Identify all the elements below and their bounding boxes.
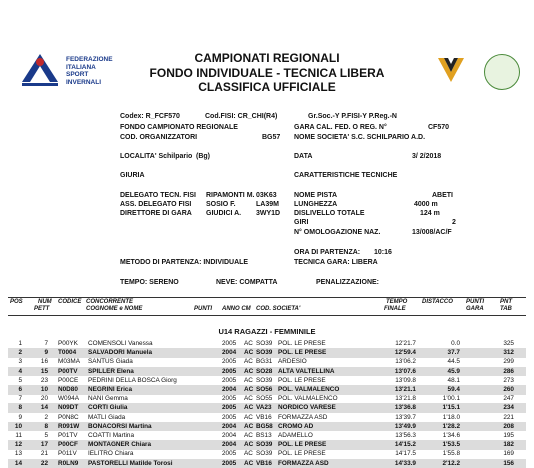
cell-pos: 6 [18, 386, 22, 393]
cell-num: 22 [40, 459, 48, 467]
cell-name: PEDRINI DELLA BOSCA Giorg [88, 376, 177, 384]
table-row [8, 385, 526, 395]
col-codice: CODICE [58, 299, 82, 305]
table-row [8, 376, 526, 386]
table-row [8, 394, 526, 404]
cell-pts: 299 [503, 358, 514, 366]
cell-anno: 2004 [222, 422, 237, 430]
cell-anno: 2005 [222, 450, 237, 458]
cell-cm: AC [244, 367, 254, 375]
cell-num: 10 [40, 386, 48, 393]
cell-pos: 2 [18, 349, 22, 357]
cell-name: NANI Gemma [88, 395, 128, 403]
cell-cm: AC [244, 441, 254, 449]
cell-time: 14'17.5 [395, 450, 416, 458]
cell-time: 13'39.7 [395, 413, 416, 421]
cell-pts: 260 [503, 386, 514, 393]
cell-gap: 1'00.1 [442, 395, 460, 403]
cell-soc: SO39 [256, 376, 273, 384]
data-label: DATA [294, 153, 313, 160]
cell-gap: 1'28.2 [442, 422, 460, 430]
assistente-delegato: ASS. DELEGATO FISI [120, 201, 192, 208]
cell-num: 5 [44, 432, 48, 439]
cell-club: FORMAZZA ASD [278, 459, 329, 467]
table-row [8, 367, 526, 377]
cell-num: 7 [44, 340, 48, 347]
cell-time: 13'36.8 [394, 404, 416, 412]
cell-pts: 169 [503, 450, 514, 458]
lunghezza-value: 4000 m [414, 201, 438, 208]
cell-name: BONACORSI Martina [88, 422, 152, 430]
col-pos: POS [10, 299, 23, 305]
cell-club: POL. LE PRESE [278, 340, 326, 347]
cell-soc: SO56 [256, 386, 273, 393]
cell-club: POL. VALMALENCO [278, 395, 338, 403]
cell-code: N0D80 [58, 386, 78, 393]
cell-name: CORTI Giulia [88, 404, 128, 412]
codex: Codex: R_FCF570 [120, 113, 180, 120]
cell-soc: SO39 [256, 340, 273, 347]
col-gara: GARA [466, 306, 484, 312]
cell-code: N09DT [58, 404, 79, 412]
cell-num: 14 [40, 404, 48, 412]
title-race: FONDO INDIVIDUALE - TECNICA LIBERA [149, 66, 385, 80]
cell-pts: 247 [503, 395, 514, 403]
cell-soc: BS13 [256, 432, 272, 439]
cell-anno: 2004 [222, 432, 237, 439]
col-tab: TAB [500, 306, 512, 312]
omologazione-value: 13/008/AC/F [412, 229, 452, 236]
giri-value: 2 [452, 219, 456, 226]
col-concorrente: CONCORRENTE [86, 299, 134, 305]
cell-pts: 221 [503, 413, 514, 421]
sponsor-circle-logo-icon [484, 54, 520, 90]
cell-cm: AC [244, 413, 253, 421]
cell-soc: SO55 [256, 395, 273, 403]
cell-pts: 208 [503, 422, 514, 430]
cell-pos: 13 [14, 450, 22, 458]
cell-anno: 2005 [222, 395, 237, 403]
cell-name: SPILLER Elena [88, 367, 134, 375]
cell-gap: 48.1 [447, 376, 460, 384]
cell-name: IELITRO Chiara [88, 450, 134, 458]
cell-anno: 2005 [222, 340, 237, 347]
cell-time: 14'15.2 [394, 441, 416, 449]
cell-time: 12'59.4 [394, 349, 416, 357]
cell-club: ARDESIO [278, 358, 307, 366]
cell-cm: AC [244, 340, 253, 347]
table-row [8, 422, 526, 432]
cell-code: P01TV [58, 432, 78, 439]
table-row [8, 449, 526, 459]
cell-cm: AC [244, 395, 253, 403]
title-classification: CLASSIFICA UFFICIALE [198, 80, 336, 94]
cell-gap: 37.7 [447, 349, 460, 357]
cell-anno: 2004 [222, 386, 237, 393]
direttore-gara: DIRETTORE DI GARA [120, 210, 192, 217]
caratteristiche: CARATTERISTICHE TECNICHE [294, 172, 398, 179]
col-pett: PETT [34, 306, 50, 312]
cell-pts: 195 [503, 432, 514, 439]
cell-gap: 1'55.8 [442, 450, 460, 458]
cell-soc: BG58 [256, 422, 273, 430]
col-anno: ANNO CM [222, 306, 251, 312]
table-row [8, 431, 526, 441]
cell-soc: SO28 [256, 367, 273, 375]
cell-code: P00TV [58, 367, 78, 375]
dislivello: DISLIVELLO TOTALE [294, 210, 365, 217]
cell-anno: 2005 [222, 367, 237, 375]
giri: GIRI [294, 219, 309, 226]
col-finale: FINALE [384, 306, 406, 312]
cell-soc: SO39 [256, 441, 273, 449]
cell-num: 2 [44, 413, 48, 421]
cell-pos: 3 [18, 358, 22, 366]
sponsor-v-logo-icon [436, 54, 466, 84]
localita: LOCALITA' Schilpario [120, 153, 193, 160]
cell-pos: 7 [18, 395, 22, 403]
cell-time: 13'21.1 [394, 386, 416, 393]
cell-time: 14'33.9 [394, 459, 416, 467]
category-title: U14 RAGAZZI - FEMMINILE [218, 327, 316, 336]
cell-anno: 2005 [222, 413, 237, 421]
cell-cm: AC [244, 349, 254, 357]
cell-cm: AC [244, 450, 253, 458]
cell-code: P011V [58, 450, 77, 458]
cell-gap: 1'34.6 [442, 432, 460, 439]
title-championship: CAMPIONATI REGIONALI [194, 51, 340, 65]
cell-time: 12'21.7 [395, 340, 416, 347]
assistente-delegato-code: LA39M [256, 201, 279, 208]
cell-club: CROMO AD [278, 422, 314, 430]
gr-soc: Gr.Soc.-Y P.FISI-Y P.Reg.-N [308, 113, 397, 120]
cell-soc: SO39 [256, 349, 273, 357]
cod-fisi: Cod.FISI: CR_CHI(R4) [205, 113, 278, 120]
cell-cm: AC [244, 386, 254, 393]
cell-pos: 1 [18, 340, 22, 347]
ora-partenza-value: 10:16 [374, 249, 392, 256]
cell-code: W094A [58, 395, 79, 403]
cell-name: MATLI Giada [88, 413, 126, 421]
cell-num: 20 [40, 395, 48, 403]
cell-name: SANTUS Giada [88, 358, 133, 366]
ora-partenza: ORA DI PARTENZA: [294, 249, 361, 256]
cell-gap: 59.4 [447, 386, 460, 393]
cell-pos: 12 [14, 441, 22, 449]
cell-pts: 156 [503, 459, 514, 467]
cell-pos: 11 [15, 432, 22, 439]
cod-org-value: BG57 [262, 134, 281, 141]
gara-cal: GARA CAL. FED. O REG. N° [294, 124, 387, 131]
giuria: GIURIA [120, 172, 145, 179]
nome-pista: NOME PISTA [294, 192, 338, 199]
col-num: NUM [38, 299, 52, 305]
cell-soc: VA23 [256, 404, 272, 412]
cell-gap: 1'18.0 [442, 413, 460, 421]
neve: NEVE: COMPATTA [216, 279, 278, 286]
tempo-meteo: TEMPO: SERENO [120, 279, 179, 286]
cell-anno: 2005 [222, 459, 237, 467]
cell-pts: 312 [503, 349, 514, 357]
cell-club: POL. VALMALENCO [278, 386, 340, 393]
cell-soc: BG31 [256, 358, 273, 366]
cell-code: P00CE [58, 376, 79, 384]
col-societa: COD. SOCIETA' [256, 306, 301, 312]
cell-club: POL. LE PRESE [278, 349, 327, 357]
cell-pos: 5 [18, 376, 22, 384]
nome-societa: NOME SOCIETA' S.C. SCHILPARIO A.D. [294, 134, 426, 141]
table-row [8, 459, 526, 468]
table-top-rule [8, 297, 526, 298]
cell-club: NORDICO VARESE [278, 404, 336, 412]
tecnica-gara: TECNICA GARA: LIBERA [294, 259, 378, 266]
table-row [8, 413, 526, 423]
delegato-tecnico-code: 03K63 [256, 192, 277, 199]
cell-time: 13'49.9 [394, 422, 416, 430]
cell-num: 8 [44, 422, 48, 430]
cell-pos: 14 [14, 459, 22, 467]
cell-cm: AC [244, 459, 254, 467]
cell-code: R0LN9 [58, 459, 79, 467]
cod-org: COD. ORGANIZZATORI [120, 134, 198, 141]
cell-pts: 273 [503, 376, 514, 384]
lunghezza: LUNGHEZZA [294, 201, 338, 208]
cell-name: NEGRINI Erica [88, 386, 133, 393]
cell-num: 9 [44, 349, 48, 357]
col-tempo: TEMPO [386, 299, 408, 305]
col-punti: PUNTI [194, 306, 212, 312]
cell-time: 13'09.8 [395, 376, 416, 384]
cell-num: 15 [40, 367, 48, 375]
cell-code: P00YK [58, 340, 78, 347]
data-value: 3/ 2/2018 [412, 153, 442, 160]
cell-num: 17 [40, 441, 48, 449]
direttore-gara-name: GIUDICI A. [206, 210, 242, 217]
cell-code: M03MA [58, 358, 81, 366]
cell-name: COATTI Martina [88, 432, 135, 439]
table-header-rule [8, 315, 526, 316]
cell-name: MONTAGNER Chiara [88, 441, 152, 449]
table-row [8, 339, 526, 349]
cell-club: POL. LE PRESE [278, 441, 327, 449]
cell-anno: 2004 [222, 441, 237, 449]
cell-gap: 1'15.1 [442, 404, 460, 412]
cell-num: 23 [40, 376, 48, 384]
cell-name: SALVADORI Manuela [88, 349, 153, 357]
delegato-tecnico-name: RIPAMONTI M. [206, 192, 255, 199]
nome-pista-value: ABETI [432, 192, 453, 199]
cell-time: 13'56.3 [395, 432, 416, 439]
federation-name: FEDERAZIONE ITALIANA SPORT INVERNALI [66, 56, 113, 86]
col-cognome: COGNOME e NOME [86, 306, 143, 312]
cell-cm: AC [244, 358, 253, 366]
cell-cm: AC [244, 432, 253, 439]
table-row [8, 348, 526, 358]
cell-time: 13'21.8 [395, 395, 416, 403]
cell-gap: 1'53.5 [442, 441, 460, 449]
cell-anno: 2005 [222, 376, 237, 384]
cell-code: P00CF [58, 441, 78, 449]
dislivello-value: 124 m [420, 210, 440, 217]
cell-pos: 4 [18, 367, 22, 375]
cell-soc: VB16 [256, 459, 272, 467]
cell-club: FORMAZZA ASD [278, 413, 328, 421]
cell-name: COMENSOLI Vanessa [88, 340, 153, 347]
cell-pts: 325 [503, 340, 514, 347]
delegato-tecnico: DELEGATO TECN. FISI [120, 192, 196, 199]
localita-prov: (Bg) [196, 153, 210, 160]
cell-pts: 286 [503, 367, 514, 375]
cell-cm: AC [244, 376, 253, 384]
metodo-partenza: METODO DI PARTENZA: INDIVIDUALE [120, 259, 249, 266]
table-row [8, 357, 526, 367]
cell-club: ALTA VALTELLINA [278, 367, 335, 375]
cell-anno: 2005 [222, 404, 237, 412]
col-pnt: PNT [500, 299, 512, 305]
direttore-gara-code: 3WY1D [256, 210, 281, 217]
col-punti-gara: PUNTI [466, 299, 484, 305]
cell-pts: 234 [503, 404, 514, 412]
cell-code: T0004 [58, 349, 77, 357]
cell-cm: AC [244, 422, 254, 430]
col-distacco: DISTACCO [422, 299, 453, 305]
table-row [8, 403, 526, 413]
cell-anno: 2005 [222, 358, 237, 366]
cell-pts: 182 [503, 441, 514, 449]
cell-name: PASTORELLI Matilde Torosi [88, 459, 173, 467]
cell-time: 13'07.6 [394, 367, 416, 375]
cell-gap: 0.0 [451, 340, 460, 347]
omologazione: N° OMOLOGAZIONE NAZ. [294, 229, 381, 236]
cell-code: P0N8C [58, 413, 79, 421]
cell-club: POL. LE PRESE [278, 376, 326, 384]
fondo: FONDO CAMPIONATO REGIONALE [120, 124, 238, 131]
gara-cal-value: CF570 [428, 124, 450, 131]
cell-num: 21 [40, 450, 48, 458]
cell-soc: SO39 [256, 450, 273, 458]
penalizzazione: PENALIZZAZIONE: [316, 279, 379, 286]
cell-gap: 45.9 [447, 367, 460, 375]
cell-pos: 9 [18, 413, 22, 421]
cell-time: 13'06.2 [395, 358, 416, 366]
cell-soc: VB16 [256, 413, 272, 421]
cell-pos: 10 [14, 422, 22, 430]
table-row [8, 440, 526, 450]
cell-club: ADAMELLO [278, 432, 313, 439]
cell-pos: 8 [18, 404, 22, 412]
cell-gap: 2'12.2 [442, 459, 460, 467]
cell-club: POL. LE PRESE [278, 450, 326, 458]
cell-anno: 2004 [222, 349, 237, 357]
cell-gap: 44.5 [447, 358, 460, 366]
assistente-delegato-name: SOSIO F. [206, 201, 236, 208]
cell-code: R091W [58, 422, 80, 430]
cell-cm: AC [244, 404, 254, 412]
cell-num: 16 [40, 358, 48, 366]
